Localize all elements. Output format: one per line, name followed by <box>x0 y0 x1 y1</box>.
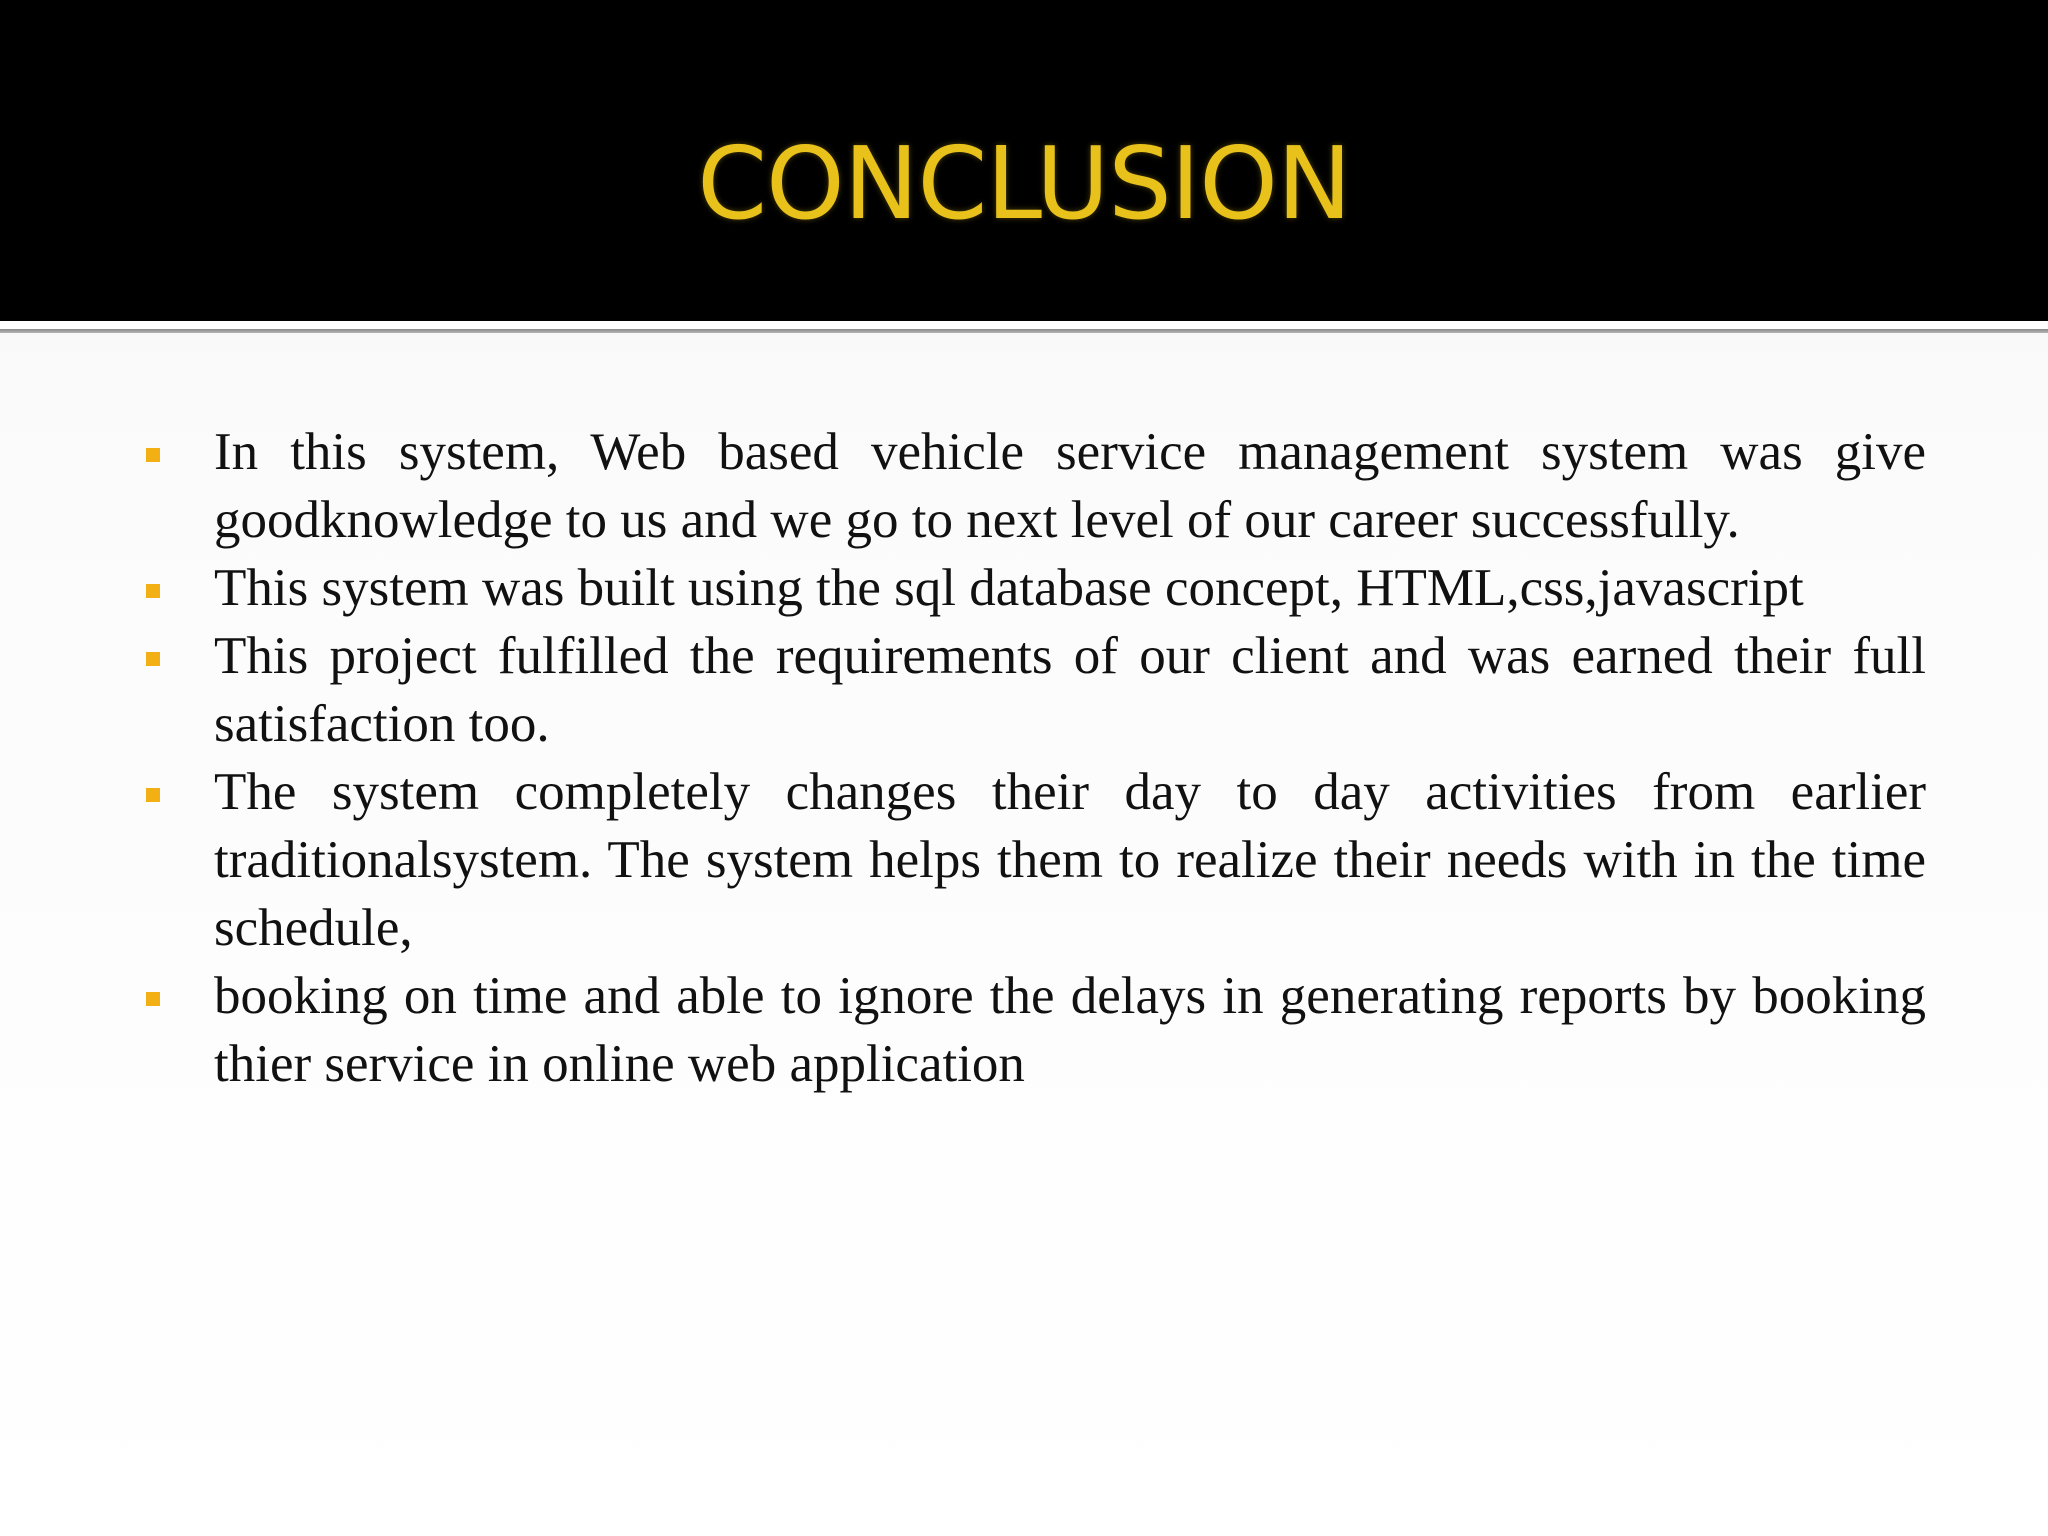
square-bullet-icon <box>146 448 160 462</box>
bullet-text: booking on time and able to ignore the delays in generating reports by booking thier service in online web application <box>214 967 1926 1093</box>
square-bullet-icon <box>146 788 160 802</box>
title-band <box>0 0 2048 321</box>
bullet-text: The system completely changes their day to day activities from earlier traditionalsystem. The system helps them to realize their needs with in the time schedule, <box>214 763 1926 957</box>
square-bullet-icon <box>146 584 160 598</box>
divider-white <box>0 321 2048 329</box>
square-bullet-icon <box>146 992 160 1006</box>
square-bullet-icon <box>146 652 160 666</box>
bullet-item <box>140 418 1926 554</box>
slide-title: CONCLUSION <box>697 125 1351 242</box>
bullet-item <box>140 554 1926 622</box>
bullet-text: In this system, Web based vehicle service management system was give goodknowledge to us and we go to next level of our career successfully. <box>214 423 1926 549</box>
bullet-text: This system was built using the sql database concept, HTML,css,javascript <box>214 559 1804 617</box>
bullet-item <box>140 962 1926 1098</box>
bullet-item <box>140 758 1926 962</box>
bullet-item <box>140 622 1926 758</box>
bullet-list <box>140 418 1926 1098</box>
divider-grey <box>0 329 2048 333</box>
bullet-text: This project fulfilled the requirements of our client and was earned their full satisfaction too. <box>214 627 1926 753</box>
